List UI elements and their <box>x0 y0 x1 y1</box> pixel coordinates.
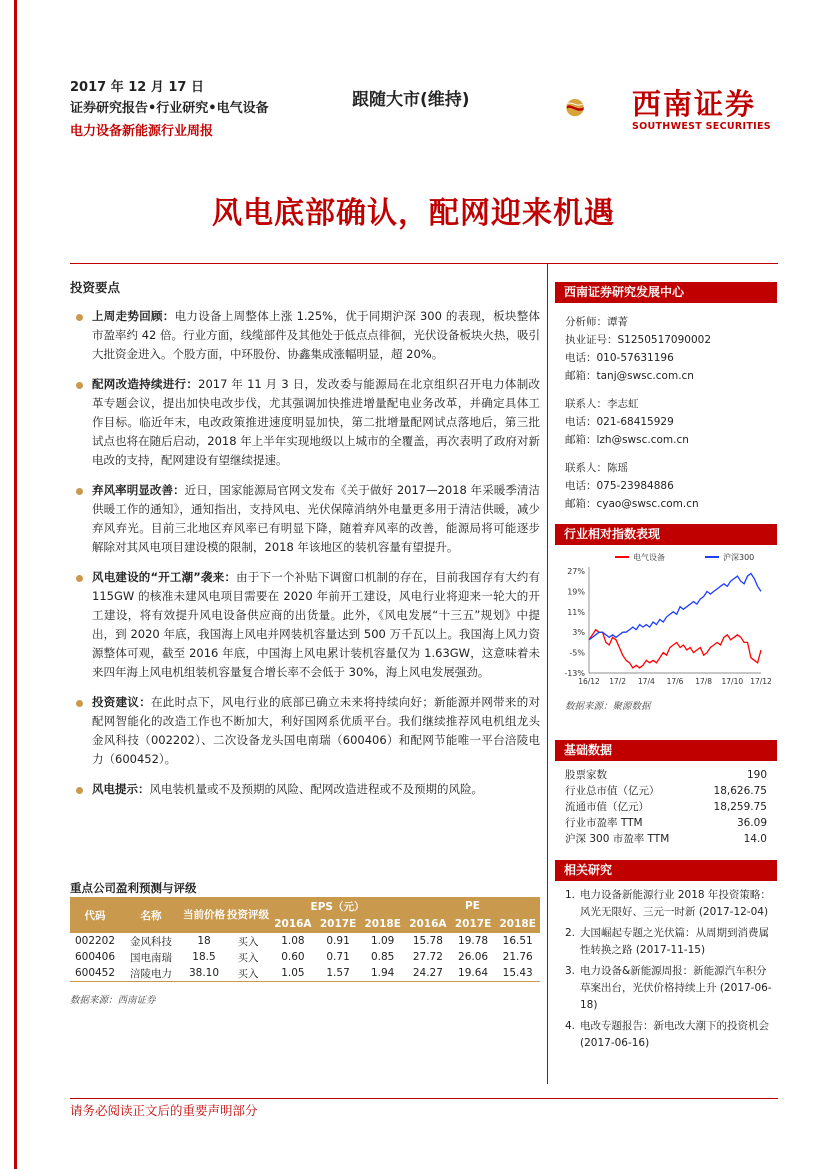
basic-data-value: 190 <box>746 769 767 781</box>
investment-bullet <box>70 780 540 799</box>
table-cell: 600452 <box>70 965 120 982</box>
southwest-securities-logo-icon <box>566 76 628 138</box>
table-cell: 27.72 <box>412 951 443 963</box>
x-tick-label: 17/10 <box>721 677 744 686</box>
left-margin-bar <box>14 0 17 1169</box>
footer-divider <box>70 1098 778 1099</box>
related-research-item[interactable] <box>565 963 777 1014</box>
investment-heading: 投资要点 <box>70 280 121 295</box>
bullet-dot-icon <box>76 575 83 582</box>
basic-data-value: 18,259.75 <box>713 801 767 813</box>
y-tick-label: -5% <box>569 648 585 658</box>
col-name: 名称 <box>120 897 182 933</box>
table-cell: 21.76 <box>502 951 533 963</box>
basic-data-box <box>555 740 777 847</box>
profit-table-source: 数据来源：西南证券 <box>70 995 156 1006</box>
table-cell: 1.09 <box>370 935 395 947</box>
basic-data-row <box>555 815 777 831</box>
industry-rating: 跟随大市(维持) <box>352 90 470 110</box>
research-center-title: 西南证券研究发展中心 <box>555 282 777 303</box>
col-eps: EPS（元） <box>270 897 405 915</box>
investment-bullet <box>70 307 540 364</box>
series-line-electrical-equipment <box>589 630 761 668</box>
table-cell: 0.91 <box>326 935 350 947</box>
table-row <box>70 933 540 949</box>
index-chart-title: 行业相对指数表现 <box>555 524 777 545</box>
contact-line: 邮箱：tanj@swsc.com.cn <box>565 370 694 382</box>
year-header: 2017E <box>451 915 496 933</box>
y-tick-label: 11% <box>567 607 585 617</box>
index-chart-box <box>555 524 777 712</box>
table-cell: 1.57 <box>316 965 361 982</box>
related-research-box <box>555 860 777 1056</box>
contact-line: 邮箱：cyao@swsc.com.cn <box>565 498 699 510</box>
bullet-label: 配网改造持续进行： <box>92 377 199 391</box>
bullet-label: 上周走势回顾： <box>92 309 175 323</box>
report-title: 风电底部确认，配网迎来机遇 <box>212 196 615 231</box>
table-cell: 0.85 <box>370 951 395 963</box>
investment-bullet <box>70 375 540 470</box>
series-line-csi300 <box>589 574 761 640</box>
x-tick-label: 16/12 <box>578 677 600 686</box>
bullet-dot-icon <box>76 314 83 321</box>
table-cell: 金风科技 <box>130 935 172 948</box>
table-cell: 1.08 <box>281 935 305 947</box>
col-rating: 投资评级 <box>226 897 270 933</box>
legend-label: 电气设备 <box>633 553 665 562</box>
basic-data-row <box>555 783 777 799</box>
bullet-text: 电力设备上周整体上涨 1.25%，优于同期沪深 300 的表现，板块整体市盈率约 42 倍。行业方面，线缆部件及其他处于低点点徘徊，光伏设备板块火热，吸引大批资金进入。个股方面，中环股份、协鑫集成涨幅明显，超 20%。 <box>92 309 540 361</box>
related-research-item[interactable] <box>565 887 777 921</box>
profit-table-title: 重点公司盈利预测与评级 <box>70 881 197 895</box>
bullet-dot-icon <box>76 700 83 707</box>
related-research-item[interactable] <box>565 1018 777 1052</box>
header-divider <box>70 263 778 264</box>
contact-line: 电话：075-23984886 <box>565 480 674 492</box>
year-header: 2018E <box>495 915 540 933</box>
col-price: 当前价格 <box>182 897 226 933</box>
related-item-text: 电改专题报告：新电改大潮下的投资机会 (2017-06-16) <box>580 1020 769 1049</box>
bullet-text: 由于下一个补贴下调窗口机制的存在，目前我国存有大约有 115GW 的核准未建风电项目需要在 2020 年前开工建设，风电行业将迎来一轮大的开工建设，将有效提升风电设备供应商的出货量。此外，《风电发展“十三五”规划》中提出，到 2020 年底，我国海上风电并网装机容量达到 500 万千瓦以上。我国海上风力资源整体可观，截至 2016 年底，中国海上风电累计装机容量仅为 1.63GW，这意味着未来四年海上风电机组装机容量复合增长率不会低于 30%，海上风电发展强劲。 <box>92 570 540 679</box>
table-cell: 1.05 <box>270 965 316 982</box>
bullet-dot-icon <box>76 787 83 794</box>
basic-data-key: 行业市盈率 TTM <box>565 817 643 829</box>
y-tick-label: 27% <box>567 567 585 576</box>
table-cell: 19.78 <box>458 935 489 947</box>
basic-data-row <box>555 831 777 847</box>
basic-data-row <box>555 799 777 815</box>
table-cell: 19.64 <box>451 965 496 982</box>
bullet-text: 在此时点下，风电行业的底部已确立未来将持续向好；新能源并网带来的对配网智能化的改造工作也不断加大，利好国网系优质平台。我们继续推荐风电机组龙头金风科技（002202）、二次设备龙头国电南瑞（600406）和配网节能唯一平台涪陵电力（600452）。 <box>92 695 541 766</box>
related-item-number: 4. <box>565 1020 576 1032</box>
basic-data-row <box>555 767 777 783</box>
research-center-box <box>555 282 777 513</box>
table-cell: 600406 <box>74 951 116 963</box>
investment-bullet <box>70 481 540 557</box>
column-divider <box>547 264 548 1084</box>
table-cell: 买入 <box>226 965 270 982</box>
table-cell: 15.78 <box>412 935 443 947</box>
related-item-text: 电力设备&新能源周报：新能源汽车积分草案出台，光伏价格持续上升 (2017-06-18) <box>580 965 772 1011</box>
year-header: 2018E <box>360 915 405 933</box>
bullet-dot-icon <box>76 488 83 495</box>
bullet-label: 风电建设的“开工潮”袭来： <box>92 570 237 584</box>
table-cell: 买入 <box>237 935 259 948</box>
table-row <box>70 949 540 965</box>
contact-line: 电话：010-57631196 <box>565 352 674 364</box>
legend-label: 沪深300 <box>723 553 755 562</box>
profit-forecast-table <box>70 897 540 982</box>
bullet-label: 风电提示： <box>92 782 150 796</box>
contact-line: 分析师：谭菁 <box>565 316 628 328</box>
basic-data-key: 股票家数 <box>565 769 607 781</box>
related-item-number: 3. <box>565 965 576 977</box>
y-tick-label: 3% <box>572 628 585 638</box>
table-cell: 24.27 <box>405 965 451 982</box>
logo-english-name: SOUTHWEST SECURITIES <box>632 121 771 132</box>
col-code: 代码 <box>70 897 120 933</box>
contact-line: 邮箱：lzh@swsc.com.cn <box>565 434 689 446</box>
table-cell: 18.5 <box>192 951 216 963</box>
relative-index-chart <box>555 545 777 693</box>
bullet-dot-icon <box>76 382 83 389</box>
related-item-text: 电力设备新能源行业 2018 年投资策略：风光无限好、三元一时新 (2017-12-04) <box>580 889 771 918</box>
related-item-text: 大国崛起专题之光伏篇：从周期到消费属性转换之路 (2017-11-15) <box>580 927 769 956</box>
report-type: 证券研究报告•行业研究•电气设备 <box>70 101 269 116</box>
table-cell: 1.94 <box>360 965 405 982</box>
x-tick-label: 17/8 <box>695 677 713 686</box>
report-date: 2017 年 12 月 17 日 <box>70 80 204 95</box>
x-tick-label: 17/12 <box>750 677 772 686</box>
basic-data-value: 36.09 <box>736 817 767 829</box>
related-item-number: 1. <box>565 889 576 901</box>
footer-disclaimer: 请务必阅读正文后的重要声明部分 <box>70 1103 258 1118</box>
basic-data-value: 18,626.75 <box>713 785 767 797</box>
related-research-title: 相关研究 <box>555 860 777 881</box>
investment-bullet <box>70 693 540 769</box>
bullet-label: 弃风率明显改善： <box>92 483 185 497</box>
basic-data-key: 行业总市值（亿元） <box>565 785 660 797</box>
table-row <box>70 965 540 982</box>
table-cell: 买入 <box>237 951 259 964</box>
bullet-text: 2017 年 11 月 3 日，发改委与能源局在北京组织召开电力体制改革专题会议，提出加快电改步伐，尤其强调加快推进增量配电业务改革，并确定具体工作目标。临近年末，电改政策推进速度明显加快，第二批增量配网试点落地后，第三批试点也将在随后启动，2018 年上半年实现地级以上城市的全覆盖，再次表明了政府对新电改的支持，配网建设有望继续提速。 <box>92 377 540 467</box>
contact-line: 联系人：陈瑶 <box>565 462 628 474</box>
year-header: 2016A <box>270 915 316 933</box>
bullet-text: 风电装机量或不及预期的风险、配网改造进程或不及预期的风险。 <box>149 782 483 796</box>
table-cell: 38.10 <box>182 965 226 982</box>
related-research-item[interactable] <box>565 925 777 959</box>
y-tick-label: 19% <box>567 587 585 597</box>
table-cell: 0.71 <box>326 951 350 963</box>
contact-line: 执业证号：S1250517090002 <box>565 334 712 346</box>
x-tick-label: 17/6 <box>666 677 684 686</box>
basic-data-key: 沪深 300 市盈率 TTM <box>565 833 670 845</box>
table-cell: 15.43 <box>495 965 540 982</box>
investment-highlights <box>70 278 540 810</box>
table-cell: 26.06 <box>458 951 489 963</box>
investment-bullet <box>70 568 540 682</box>
x-tick-label: 17/4 <box>637 677 655 686</box>
table-cell: 002202 <box>74 935 116 947</box>
basic-data-key: 流通市值（亿元） <box>565 801 649 813</box>
logo-chinese-name: 西南证券 <box>632 87 757 121</box>
bullet-label: 投资建议： <box>92 695 151 709</box>
contact-line: 联系人：李志虹 <box>565 398 639 410</box>
year-header: 2016A <box>405 915 451 933</box>
basic-data-title: 基础数据 <box>555 740 777 761</box>
table-cell: 0.60 <box>281 951 305 963</box>
weekly-name: 电力设备新能源行业周报 <box>70 124 214 139</box>
table-cell: 18 <box>197 935 211 947</box>
col-pe: PE <box>405 897 540 915</box>
table-cell: 涪陵电力 <box>120 965 182 982</box>
index-chart-source: 数据来源：聚源数据 <box>565 701 651 712</box>
contact-line: 电话：021-68415929 <box>565 416 674 428</box>
year-header: 2017E <box>316 915 361 933</box>
related-item-number: 2. <box>565 927 576 939</box>
y-tick-label: -13% <box>564 669 585 678</box>
x-tick-label: 17/2 <box>609 677 627 686</box>
table-cell: 16.51 <box>502 935 533 947</box>
basic-data-value: 14.0 <box>743 833 767 845</box>
table-cell: 国电南瑞 <box>130 951 172 964</box>
bullet-text: 近日，国家能源局官网文发布《关于做好 2017—2018 年采暖季清洁供暖工作的通知》，通知指出，支持风电、光伏保障消纳外电量更多用于清洁供暖，减少弃风弃光。目前三北地区弃风率已有明显下降，随着弃风率的改善，能源局将可能逐步解除对其风电项目建设模的限制，2018 年该地区的装机容量有望提升。 <box>92 483 541 554</box>
